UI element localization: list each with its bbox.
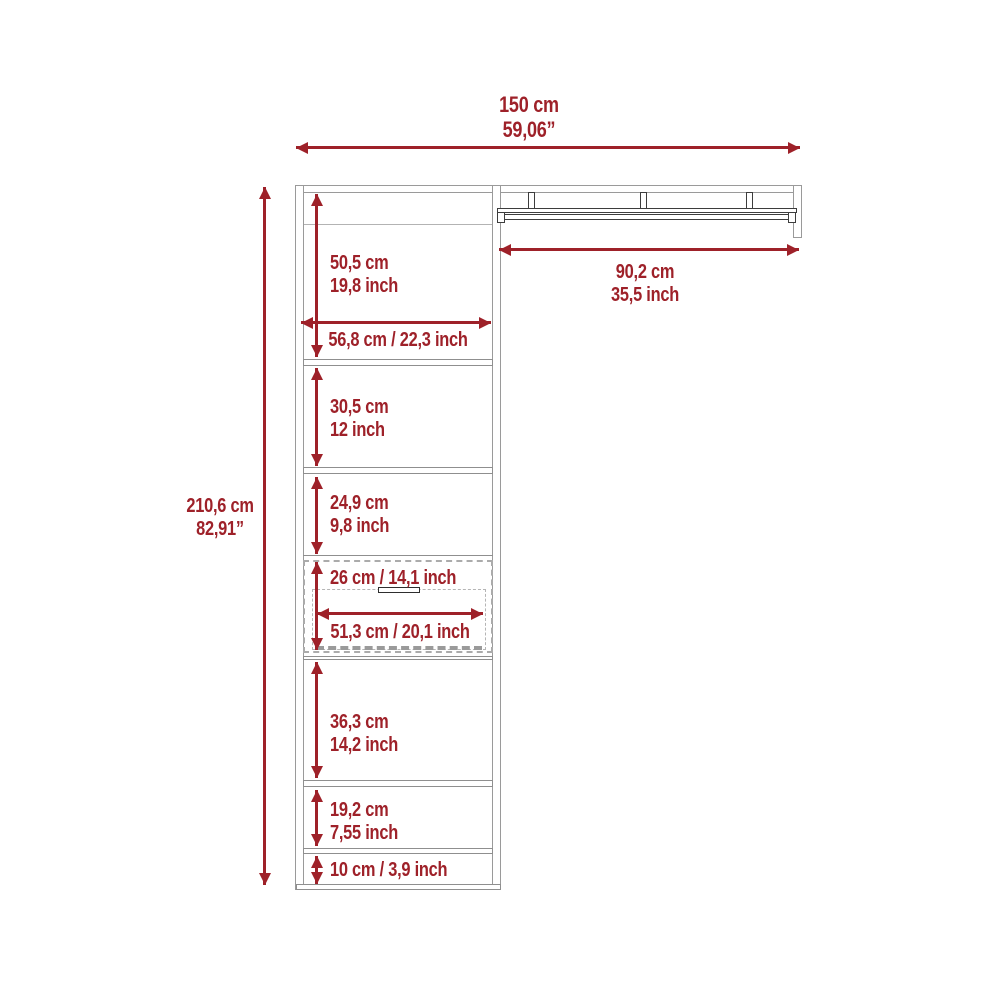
second-section-arrow [315, 368, 318, 466]
bottom-panel [296, 884, 501, 890]
drawer-height-label: 26 cm / 14,1 inch [330, 567, 457, 589]
fifth-section-arrow [315, 790, 318, 846]
fourth-section-cm: 36,3 cm [330, 711, 389, 733]
shelf-bracket-2 [640, 192, 647, 209]
rod-end-cap-right [788, 212, 796, 223]
top-section-in: 19,8 inch [330, 275, 398, 297]
overall-width-label [406, 92, 652, 142]
overall-width-in: 59,06” [502, 117, 556, 142]
rod-end-cap-left [497, 212, 505, 223]
hanging-rod-width-cm: 90,2 cm [615, 261, 675, 283]
drawer-width-label: 51,3 cm / 20,1 inch [330, 621, 470, 643]
top-section-cm: 50,5 cm [330, 252, 389, 274]
interior-width-label: 56,8 cm / 22,3 inch [328, 329, 468, 351]
fifth-section-cm: 19,2 cm [330, 799, 389, 821]
base-section-arrow [315, 856, 318, 884]
shelf-2 [303, 467, 493, 474]
overall-height-in: 82,91” [196, 518, 244, 540]
shelf-4 [303, 848, 493, 854]
third-section-label [330, 492, 389, 538]
base-section-label: 10 cm / 3,9 inch [330, 859, 448, 881]
shelf-3 [303, 780, 493, 787]
shelf-bracket-3 [746, 192, 753, 209]
overall-width-cm: 150 cm [499, 92, 559, 117]
tower-back-line [304, 224, 492, 225]
shelf-1 [303, 359, 493, 366]
overall-width-arrow [296, 146, 800, 149]
hanging-rod-width-arrow [499, 248, 799, 251]
shelf-below-drawer [303, 656, 493, 660]
fifth-section-in: 7,55 inch [330, 822, 398, 844]
second-section-cm: 30,5 cm [330, 396, 389, 418]
third-section-cm: 24,9 cm [330, 492, 389, 514]
hanging-rod-width-in: 35,5 inch [611, 284, 679, 306]
drawer-bottom-dashes [316, 646, 482, 650]
shelf-bracket-1 [528, 192, 535, 209]
top-panel [295, 185, 801, 193]
third-section-in: 9,8 inch [330, 515, 390, 537]
shelf-line-above-drawer [303, 555, 493, 556]
fifth-section-label [330, 799, 398, 845]
top-section-label [330, 252, 398, 298]
fourth-section-label [330, 711, 398, 757]
overall-height-cm: 210,6 cm [186, 495, 254, 517]
hanging-rod [503, 214, 791, 220]
fourth-section-arrow [315, 662, 318, 778]
hanging-rod-width-label [522, 261, 768, 307]
second-section-label [330, 396, 388, 442]
overall-height-label [97, 495, 343, 541]
interior-width-arrow [301, 321, 491, 324]
center-divider-panel [492, 185, 501, 890]
drawer-width-arrow [317, 612, 483, 615]
fourth-section-in: 14,2 inch [330, 734, 398, 756]
second-section-in: 12 inch [330, 419, 385, 441]
